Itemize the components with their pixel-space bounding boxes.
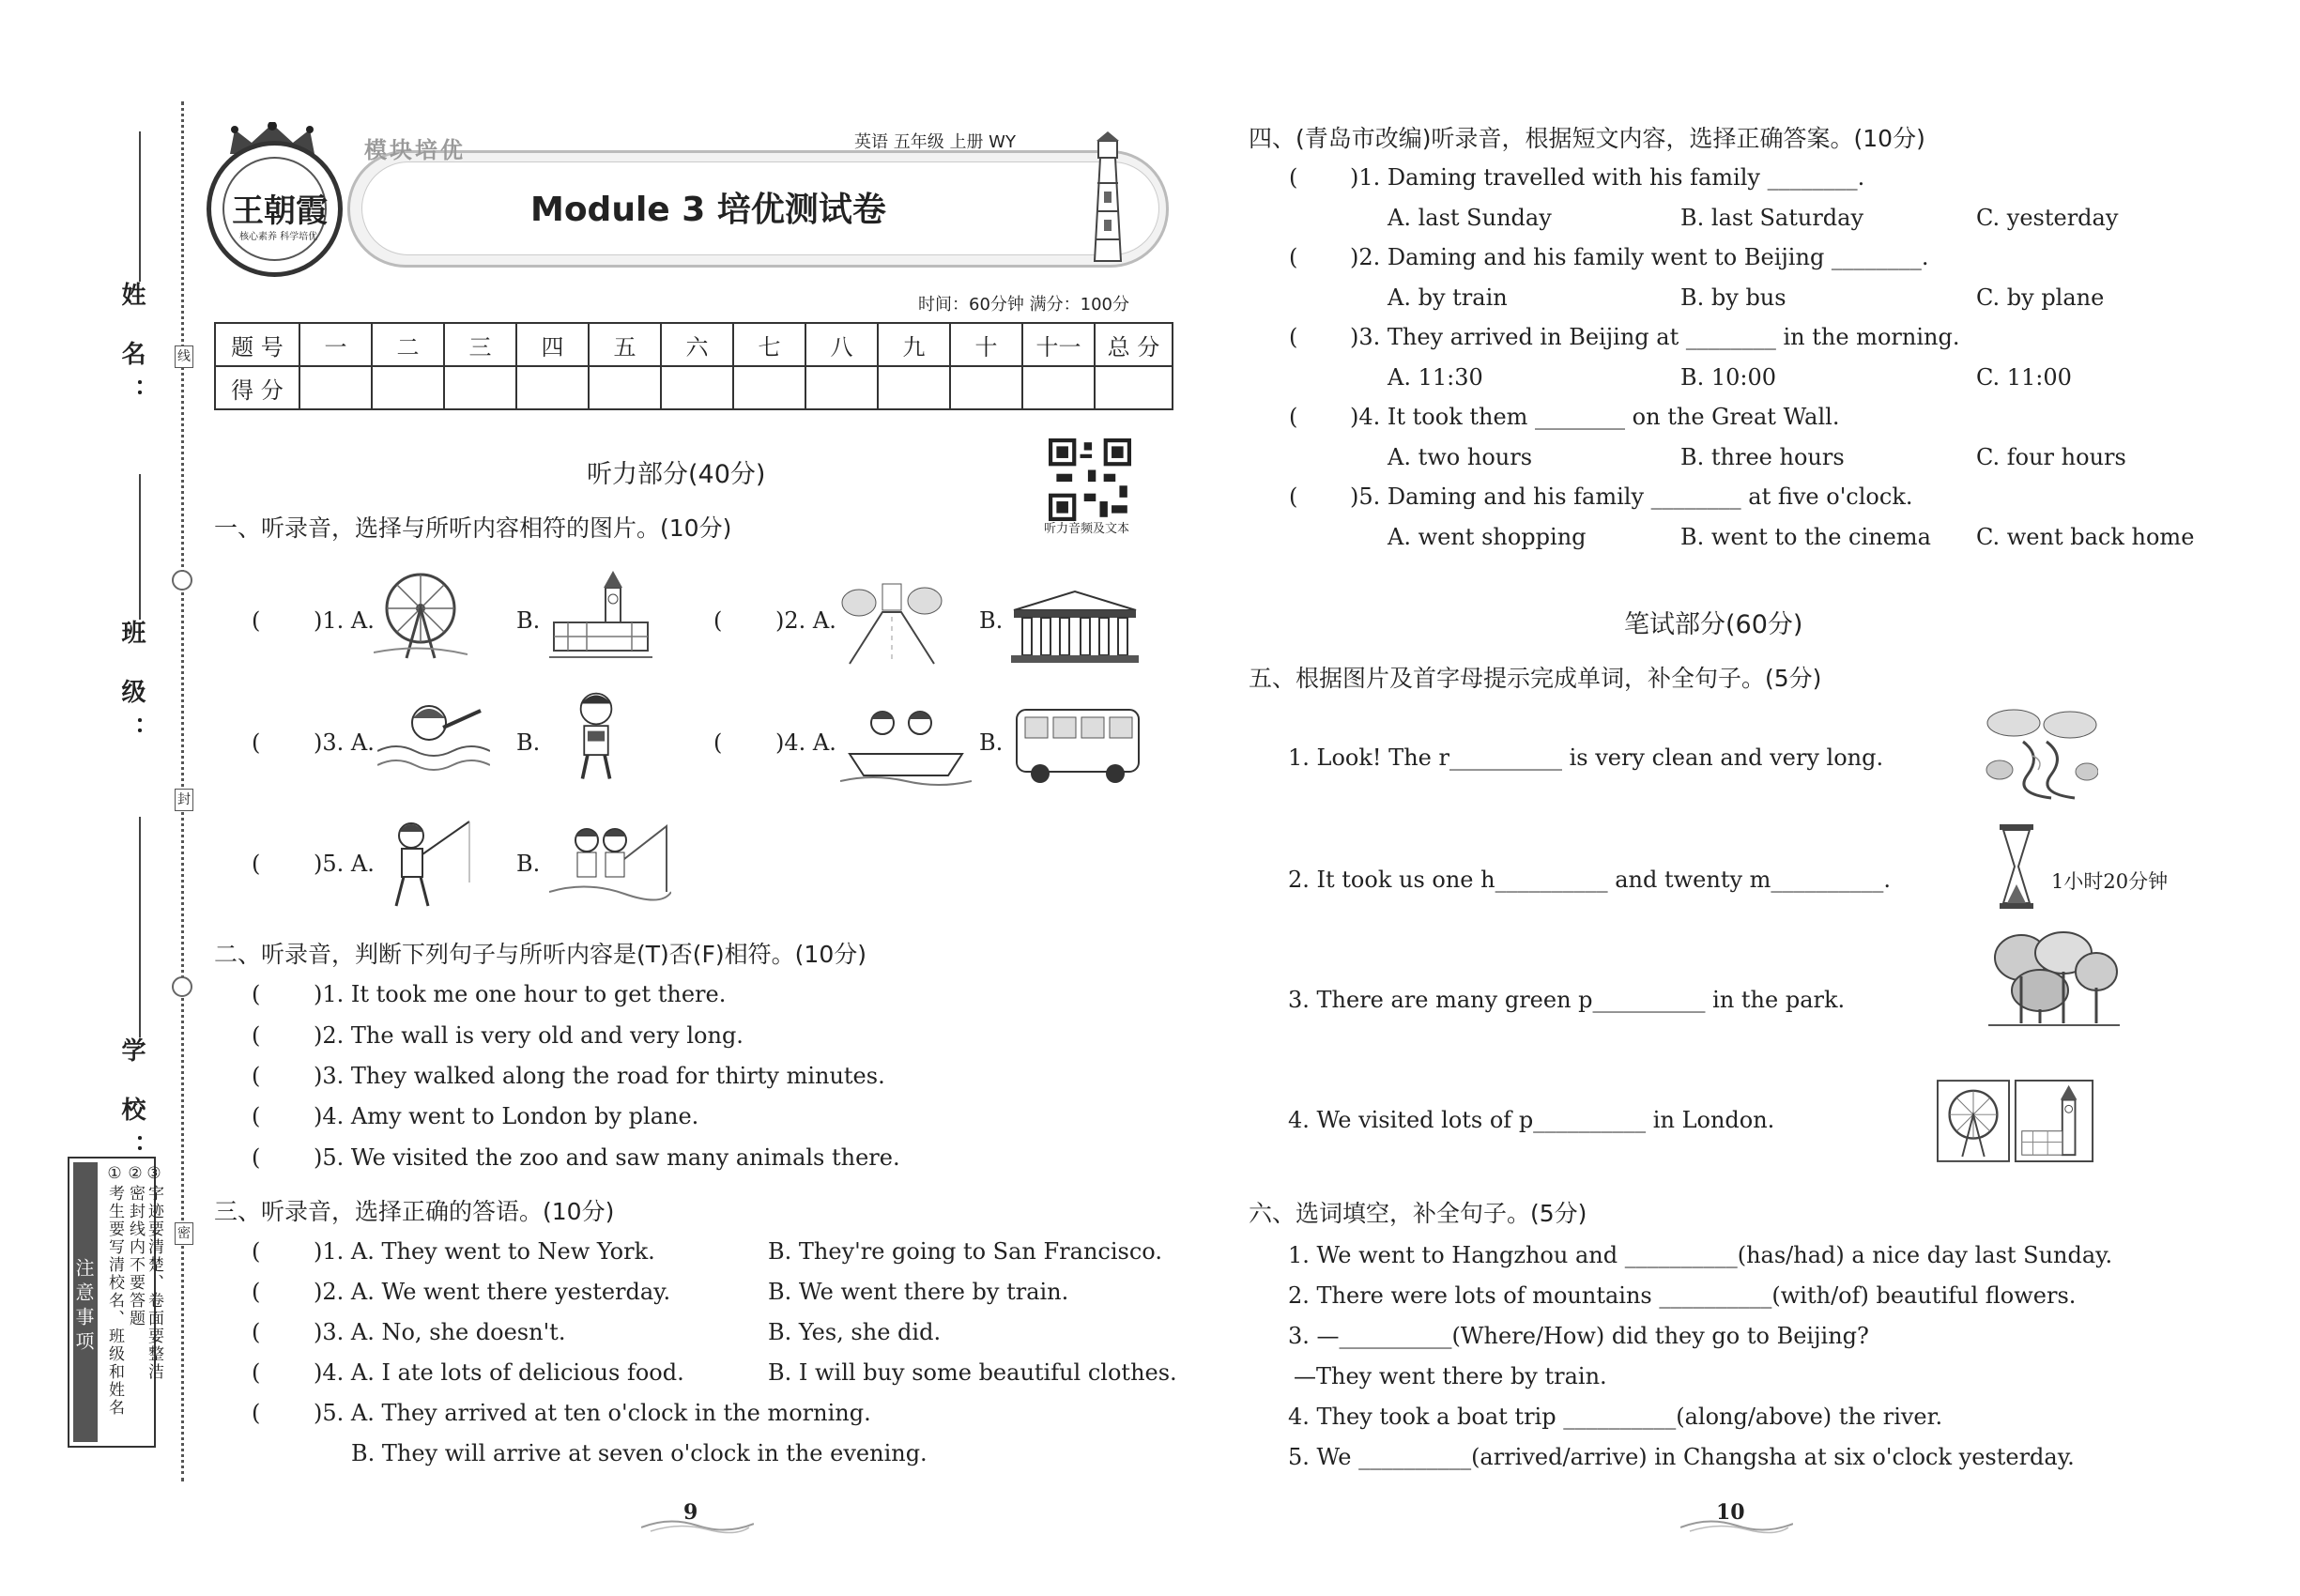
sec4-item-1-c: C. yesterday xyxy=(1976,205,2119,231)
score-input-cell[interactable] xyxy=(950,366,1022,409)
section-6-title: 六、选词填空，补全句子。(5分) xyxy=(1249,1200,1587,1227)
score-cell: 六 xyxy=(661,323,733,366)
sec4-item-2-b: B. by bus xyxy=(1680,284,1786,311)
score-cell: 总 分 xyxy=(1095,323,1173,366)
answer-paren[interactable]: ( xyxy=(1289,244,1298,270)
score-table xyxy=(214,322,1173,410)
score-input-cell[interactable] xyxy=(372,366,444,409)
page-ornament-left xyxy=(641,1516,754,1535)
binding-hole-2 xyxy=(172,976,192,997)
score-cell: 九 xyxy=(878,323,950,366)
logo-text: 王朝霞 xyxy=(232,192,328,230)
brand-logo xyxy=(207,141,343,277)
score-input-cell[interactable] xyxy=(444,366,516,409)
sec3-item-3-b: B. Yes, she did. xyxy=(768,1319,942,1345)
answer-paren[interactable]: ( xyxy=(252,1022,261,1049)
score-input-cell[interactable] xyxy=(516,366,589,409)
sec6-item-1: 1. We went to Hangzhou and __________(has/had) a nice day last Sunday. xyxy=(1288,1242,2113,1268)
sec6-item-4: 4. They took a boat trip __________(along/above) the river. xyxy=(1288,1404,1943,1430)
school-line[interactable] xyxy=(139,817,141,1037)
score-input-cell[interactable] xyxy=(661,366,733,409)
sec1-item-2-b: B. xyxy=(979,607,1004,634)
ferris-wheel-small-image[interactable] xyxy=(1937,1080,2010,1162)
score-cell: 五 xyxy=(589,323,661,366)
sec3-item-5-a: )5. A. They arrived at ten o'clock in the morning. xyxy=(314,1400,871,1426)
section-2-title: 二、听录音，判断下列句子与所听内容是(T)否(F)相符。(10分) xyxy=(214,941,866,968)
notice-item-2: ②密封线内不要答题 xyxy=(126,1164,145,1327)
sec4-item-3-question: )3. They arrived in Beijing at ________ in the morning. xyxy=(1350,324,1960,350)
sec4-item-4-c: C. four hours xyxy=(1976,444,2126,470)
sec3-item-2-b: B. We went there by train. xyxy=(768,1279,1069,1305)
sec1-item-5-b: B. xyxy=(516,851,541,877)
section-4-title: 四、(青岛市改编)听录音，根据短文内容，选择正确答案。(10分) xyxy=(1249,125,1925,152)
sec3-item-1-b: B. They're going to San Francisco. xyxy=(768,1238,1162,1265)
sec6-item-2: 2. There were lots of mountains __________(with/of) beautiful flowers. xyxy=(1288,1282,2077,1309)
lighthouse-icon xyxy=(1080,131,1136,263)
notice-head: 注意事项 xyxy=(73,1162,98,1442)
score-cell: 二 xyxy=(372,323,444,366)
score-cell: 十一 xyxy=(1022,323,1095,366)
sec3-item-1-a: )1. A. They went to New York. xyxy=(314,1238,655,1265)
answer-paren[interactable]: ( xyxy=(252,1319,261,1345)
score-row-label: 得 分 xyxy=(215,366,299,409)
sec1-item-5-label: )5. A. xyxy=(314,851,375,877)
sec3-item-3-a: )3. A. No, she doesn't. xyxy=(314,1319,566,1345)
score-cell: 七 xyxy=(733,323,805,366)
class-label: 班 级： xyxy=(117,620,146,755)
sec5-item-2: 2. It took us one h__________ and twenty m__________. xyxy=(1288,867,1892,893)
photo-boy-image[interactable] xyxy=(559,690,634,784)
big-ben-image[interactable] xyxy=(549,571,652,665)
answer-paren[interactable]: ( xyxy=(252,729,261,756)
sec1-item-2-label: )2. A. xyxy=(775,607,836,634)
sec3-item-2-a: )2. A. We went there yesterday. xyxy=(314,1279,671,1305)
answer-paren[interactable]: ( xyxy=(252,1359,261,1386)
qr-caption: 听力音频及文本 xyxy=(1044,522,1130,536)
clock-caption: 1小时20分钟 xyxy=(2051,870,2169,893)
sec1-item-1-b: B. xyxy=(516,607,541,634)
sec4-item-3-b: B. 10:00 xyxy=(1680,364,1777,391)
answer-paren[interactable]: ( xyxy=(1289,483,1298,510)
answer-paren[interactable]: ( xyxy=(1289,164,1298,191)
sec6-item-5: 5. We __________(arrived/arrive) in Changsha at six o'clock yesterday. xyxy=(1288,1444,2075,1470)
score-input-cell[interactable] xyxy=(878,366,950,409)
score-input-cell[interactable] xyxy=(805,366,878,409)
ferris-wheel-image[interactable] xyxy=(374,561,468,665)
sec3-item-4-a: )4. A. I ate lots of delicious food. xyxy=(314,1359,684,1386)
class-line[interactable] xyxy=(139,474,141,620)
sec4-item-1-question: )1. Daming travelled with his family ________. xyxy=(1350,164,1865,191)
sec1-item-4-label: )4. A. xyxy=(775,729,836,756)
score-table-header-row xyxy=(215,323,1173,366)
score-input-cell[interactable] xyxy=(1022,366,1095,409)
course-meta: 英语 五年级 上册 WY xyxy=(854,132,1016,152)
sec2-item-3: )3. They walked along the road for thirty minutes. xyxy=(314,1063,885,1089)
sec4-item-1-b: B. last Saturday xyxy=(1680,205,1864,231)
score-cell: 八 xyxy=(805,323,878,366)
trees-image[interactable] xyxy=(1988,929,2120,1033)
notice-item-3: ③字迹要清楚、卷面要整洁 xyxy=(145,1164,163,1381)
answer-paren[interactable]: ( xyxy=(1289,404,1298,430)
park-road-image[interactable] xyxy=(840,575,943,668)
sec4-item-5-b: B. went to the cinema xyxy=(1680,524,1931,550)
museum-image[interactable] xyxy=(1009,590,1141,665)
name-label: 姓 名： xyxy=(117,282,146,417)
score-cell: 十 xyxy=(950,323,1022,366)
notice-box xyxy=(68,1157,163,1448)
module-tag: 模块培优 xyxy=(364,137,466,163)
sec4-item-3-a: A. 11:30 xyxy=(1388,364,1483,391)
page-number-left: 9 xyxy=(683,1500,698,1525)
sec6-item-3-answer: —They went there by train. xyxy=(1294,1363,1607,1389)
qr-code-icon[interactable] xyxy=(1049,438,1131,521)
score-cell: 题 号 xyxy=(215,323,299,366)
score-input-cell[interactable] xyxy=(299,366,372,409)
score-input-cell[interactable] xyxy=(1095,366,1173,409)
river-image[interactable] xyxy=(1986,699,2098,803)
score-input-cell[interactable] xyxy=(589,366,661,409)
page-number-right: 10 xyxy=(1716,1500,1745,1525)
seal-mark-seal: 封 xyxy=(175,789,193,811)
score-cell: 三 xyxy=(444,323,516,366)
seal-mark-line: 线 xyxy=(175,345,193,368)
answer-paren[interactable]: ( xyxy=(252,607,261,634)
sec4-item-5-a: A. went shopping xyxy=(1388,524,1587,550)
answer-paren[interactable]: ( xyxy=(252,1063,261,1089)
boat-trip-image[interactable] xyxy=(840,702,972,787)
big-ben-small-image[interactable] xyxy=(2014,1080,2094,1162)
sec5-item-4: 4. We visited lots of p__________ in London. xyxy=(1288,1107,1775,1133)
answer-paren[interactable]: ( xyxy=(252,1279,261,1305)
sec4-item-2-a: A. by train xyxy=(1388,284,1508,311)
answer-paren[interactable]: ( xyxy=(252,1144,261,1171)
seal-mark-secret: 密 xyxy=(175,1222,193,1245)
sec1-item-3-label: )3. A. xyxy=(314,729,375,756)
section-1-title: 一、听录音，选择与所听内容相符的图片。(10分) xyxy=(214,514,732,542)
sec1-item-3-b: B. xyxy=(516,729,541,756)
sec4-item-4-question: )4. It took them ________ on the Great Wall. xyxy=(1350,404,1840,430)
sec2-item-1: )1. It took me one hour to get there. xyxy=(314,981,727,1007)
answer-paren[interactable]: ( xyxy=(252,1103,261,1129)
fishing-boy-image[interactable] xyxy=(376,817,479,911)
score-input-cell[interactable] xyxy=(733,366,805,409)
sec6-item-3: 3. —__________(Where/How) did they go to Beijing? xyxy=(1288,1323,1869,1349)
sec4-item-1-a: A. last Sunday xyxy=(1388,205,1552,231)
sec4-item-5-question: )5. Daming and his family ________ at five o'clock. xyxy=(1350,483,1913,510)
sec1-item-1-label: )1. A. xyxy=(314,607,375,634)
sec3-item-5-b: B. They will arrive at seven o'clock in the evening. xyxy=(351,1440,928,1466)
kids-fishing-image[interactable] xyxy=(549,817,671,911)
answer-paren[interactable]: ( xyxy=(252,1238,261,1265)
page-title: Module 3 培优测试卷 xyxy=(530,191,886,229)
sec3-item-4-b: B. I will buy some beautiful clothes. xyxy=(768,1359,1177,1386)
time-and-score: 时间：60分钟 满分：100分 xyxy=(918,295,1129,315)
sec4-item-5-c: C. went back home xyxy=(1976,524,2195,550)
sec1-item-4-b: B. xyxy=(979,729,1004,756)
name-line[interactable] xyxy=(139,131,141,282)
section-3-title: 三、听录音，选择正确的答语。(10分) xyxy=(214,1198,615,1225)
bus-image[interactable] xyxy=(1012,702,1143,787)
sec5-item-1: 1. Look! The r__________ is very clean and very long. xyxy=(1288,744,1884,771)
score-cell: 一 xyxy=(299,323,372,366)
score-table-score-row xyxy=(215,366,1173,409)
binding-hole-1 xyxy=(172,570,192,591)
answer-paren[interactable]: ( xyxy=(252,981,261,1007)
sec4-item-2-c: C. by plane xyxy=(1976,284,2105,311)
sec4-item-2-question: )2. Daming and his family went to Beijing ________. xyxy=(1350,244,1929,270)
page-ornament-right xyxy=(1680,1516,1793,1535)
score-cell: 四 xyxy=(516,323,589,366)
answer-paren[interactable]: ( xyxy=(252,1400,261,1426)
writing-title: 笔试部分(60分) xyxy=(1624,610,1803,639)
notice-item-1: ①考生要写清校名、班级和姓名 xyxy=(105,1164,124,1417)
sec5-item-3: 3. There are many green p__________ in the park. xyxy=(1288,987,1846,1013)
answer-paren[interactable]: ( xyxy=(713,729,723,756)
sec4-item-3-c: C. 11:00 xyxy=(1976,364,2072,391)
listening-title: 听力部分(40分) xyxy=(587,460,766,489)
logo-subtext: 核心素养 科学培优 xyxy=(239,232,318,242)
school-label: 学 校： xyxy=(117,1037,146,1173)
sec2-item-4: )4. Amy went to London by plane. xyxy=(314,1103,699,1129)
sec4-item-4-a: A. two hours xyxy=(1388,444,1533,470)
sec2-item-2: )2. The wall is very old and very long. xyxy=(314,1022,744,1049)
sec4-item-4-b: B. three hours xyxy=(1680,444,1845,470)
swimming-boy-image[interactable] xyxy=(377,699,490,775)
answer-paren[interactable]: ( xyxy=(1289,324,1298,350)
hourglass-icon xyxy=(1998,824,2035,909)
answer-paren[interactable]: ( xyxy=(252,851,261,877)
answer-paren[interactable]: ( xyxy=(713,607,723,634)
section-5-title: 五、根据图片及首字母提示完成单词，补全句子。(5分) xyxy=(1249,665,1822,692)
sec2-item-5: )5. We visited the zoo and saw many animals there. xyxy=(314,1144,900,1171)
